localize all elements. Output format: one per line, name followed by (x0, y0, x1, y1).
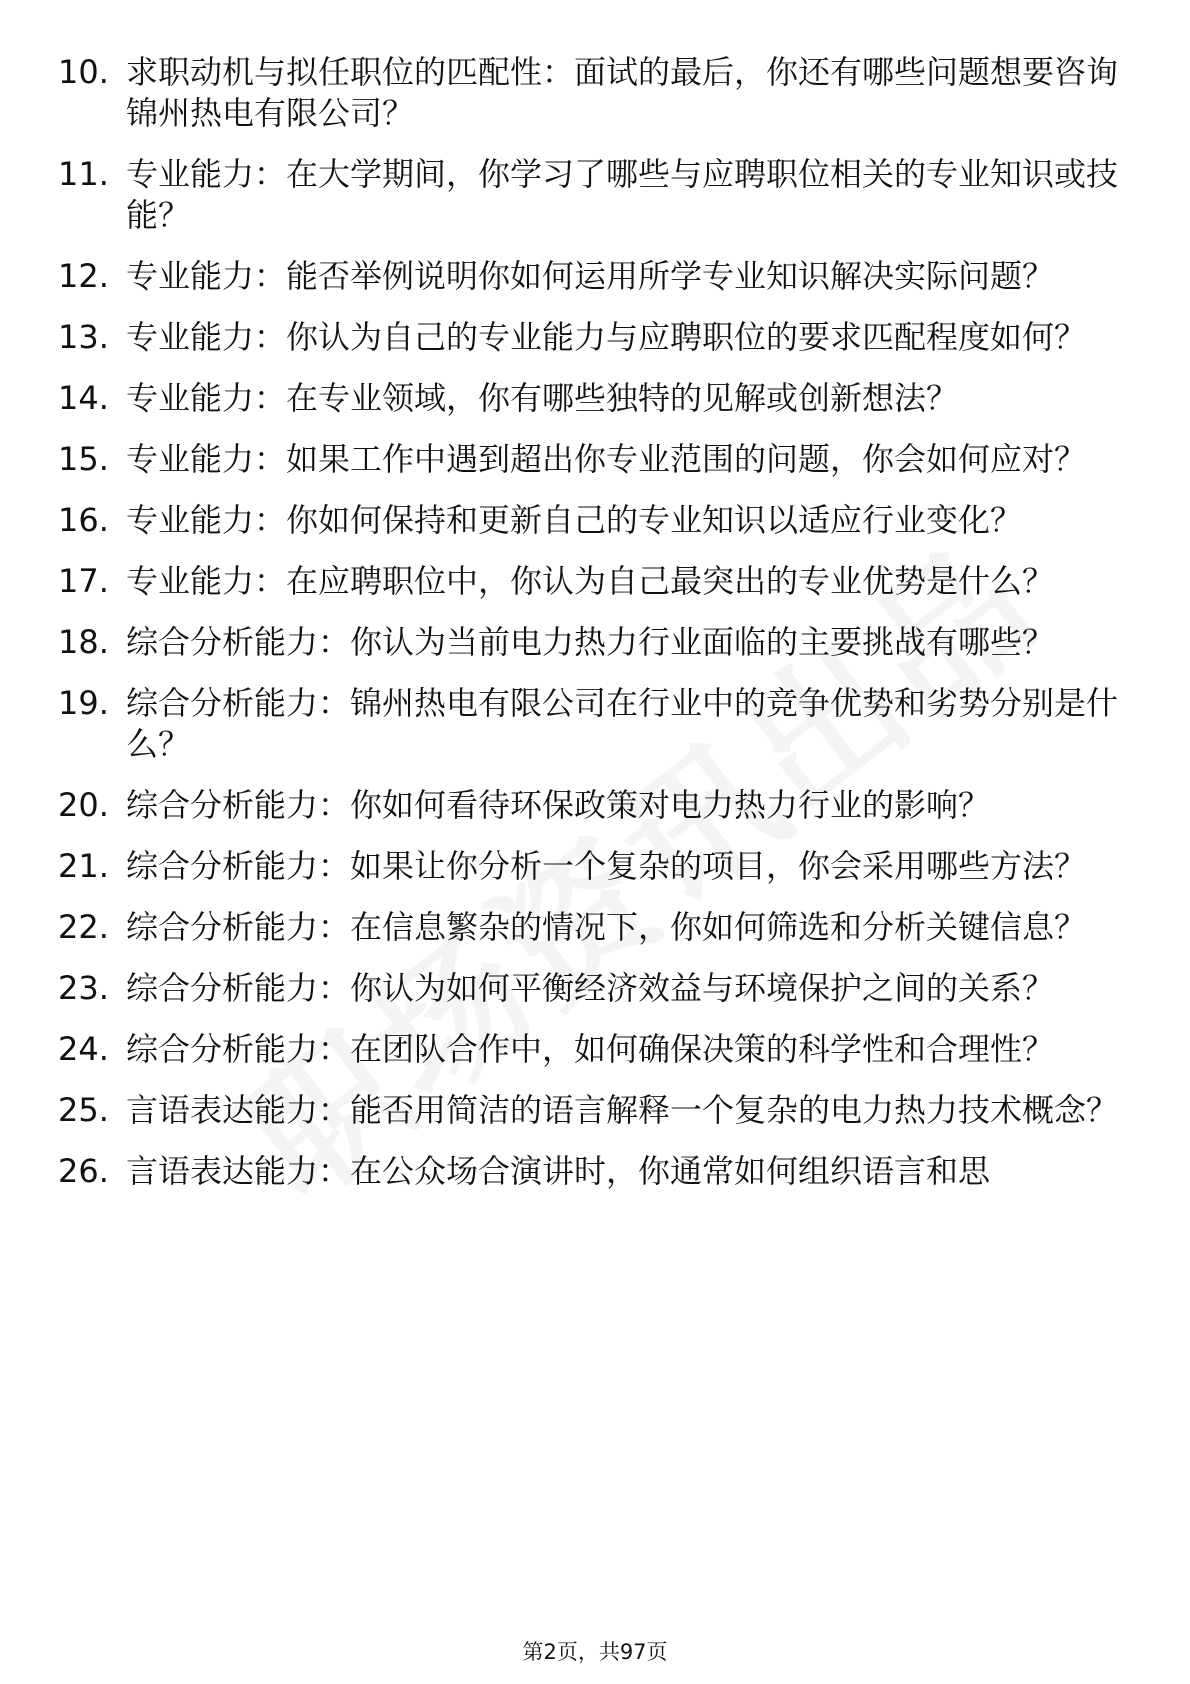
item-text: 专业能力：在大学期间，你学习了哪些与应聘职位相关的专业知识或技能？ (126, 155, 1119, 234)
item-number: 22. (58, 908, 109, 946)
item-number: 21. (58, 847, 109, 885)
item-number: 25. (58, 1091, 109, 1129)
list-item (58, 256, 1118, 297)
list-item (58, 846, 1118, 887)
list-item (58, 622, 1118, 663)
item-number: 12. (58, 257, 109, 295)
list-item (58, 154, 1118, 236)
item-number: 23. (58, 969, 109, 1007)
item-text: 专业能力：如果工作中遇到超出你专业范围的问题，你会如何应对？ (126, 440, 1087, 478)
list-item (58, 1090, 1118, 1131)
item-text: 专业能力：在应聘职位中，你认为自己最突出的专业优势是什么？ (126, 562, 1055, 600)
item-text: 专业能力：你认为自己的专业能力与应聘职位的要求匹配程度如何？ (126, 318, 1087, 356)
list-item (58, 378, 1118, 419)
item-number: 11. (58, 155, 109, 193)
item-text: 求职动机与拟任职位的匹配性：面试的最后，你还有哪些问题想要咨询锦州热电有限公司？ (126, 53, 1119, 132)
list-item (58, 52, 1118, 134)
item-text: 综合分析能力：在团队合作中，如何确保决策的科学性和合理性？ (126, 1030, 1055, 1068)
item-text: 综合分析能力：你认为当前电力热力行业面临的主要挑战有哪些？ (126, 623, 1055, 661)
item-number: 17. (58, 562, 109, 600)
item-number: 24. (58, 1030, 109, 1068)
item-number: 14. (58, 379, 109, 417)
list-item (58, 317, 1118, 358)
list-item (58, 683, 1118, 765)
list-item (58, 439, 1118, 480)
list-item (58, 968, 1118, 1009)
list-item (58, 785, 1118, 826)
item-number: 16. (58, 501, 109, 539)
item-text: 专业能力：在专业领域，你有哪些独特的见解或创新想法？ (126, 379, 959, 417)
item-number: 26. (58, 1152, 109, 1190)
list-item (58, 500, 1118, 541)
list-item (58, 1151, 1118, 1192)
item-text: 综合分析能力：你认为如何平衡经济效益与环境保护之间的关系？ (126, 969, 1055, 1007)
item-number: 15. (58, 440, 109, 478)
list-item (58, 561, 1118, 602)
item-text: 言语表达能力：能否用简洁的语言解释一个复杂的电力热力技术概念？ (126, 1091, 1119, 1129)
item-text: 专业能力：能否举例说明你如何运用所学专业知识解决实际问题？ (126, 257, 1055, 295)
item-text: 综合分析能力：如果让你分析一个复杂的项目，你会采用哪些方法？ (126, 847, 1087, 885)
list-item (58, 907, 1118, 948)
item-text: 专业能力：你如何保持和更新自己的专业知识以适应行业变化？ (126, 501, 1023, 539)
item-number: 13. (58, 318, 109, 356)
item-number: 18. (58, 623, 109, 661)
item-text: 言语表达能力：在公众场合演讲时，你通常如何组织语言和思 (126, 1152, 991, 1190)
item-text: 综合分析能力：你如何看待环保政策对电力热力行业的影响？ (126, 786, 991, 824)
item-number: 10. (58, 53, 109, 91)
item-text: 综合分析能力：在信息繁杂的情况下，你如何筛选和分析关键信息？ (126, 908, 1087, 946)
item-number: 20. (58, 786, 109, 824)
question-list (58, 52, 1118, 1212)
item-number: 19. (58, 684, 109, 722)
page-footer: 第2页，共97页 (522, 1640, 668, 1664)
list-item (58, 1029, 1118, 1070)
item-text: 综合分析能力：锦州热电有限公司在行业中的竞争优势和劣势分别是什么？ (126, 684, 1119, 763)
